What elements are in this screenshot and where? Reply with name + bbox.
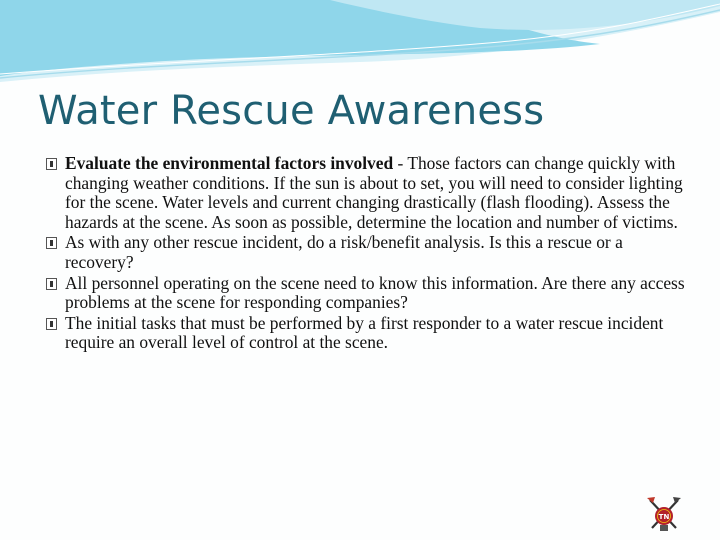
- header-wave-decoration: [0, 0, 720, 90]
- slide-title: Water Rescue Awareness: [38, 88, 545, 134]
- bullet-item: [46, 314, 686, 353]
- bullet-icon: [46, 237, 57, 249]
- bullet-item: [46, 233, 686, 272]
- bullet-list: [46, 154, 686, 354]
- bullet-heading: Evaluate the environmental factors involved: [65, 153, 394, 173]
- bullet-text: As with any other rescue incident, do a risk/benefit analysis. Is this a rescue or a recovery?: [65, 232, 623, 272]
- bullet-icon: [46, 318, 57, 330]
- bullet-item: [46, 154, 686, 232]
- bullet-text: The initial tasks that must be performed by a first responder to a water rescue incident require an overall level of control at the scene.: [65, 312, 664, 353]
- bullet-text: All personnel operating on the scene need to know this information. Are there any access problems at the scene for responding companies?: [65, 272, 685, 313]
- bullet-text: - Those factors can change quickly with changing weather conditions. If the sun is about to set, you will need to consider lighting for the scene. Water levels and current changing drastically (flash flooding). Assess the hazards at the scene. As soon as possible, determine the location and number of victims.: [65, 153, 683, 232]
- logo-text: TN: [658, 513, 670, 521]
- fire-department-logo-icon: [644, 494, 684, 534]
- bullet-icon: [46, 158, 57, 170]
- bullet-icon: [46, 278, 57, 290]
- bullet-item: [46, 274, 686, 313]
